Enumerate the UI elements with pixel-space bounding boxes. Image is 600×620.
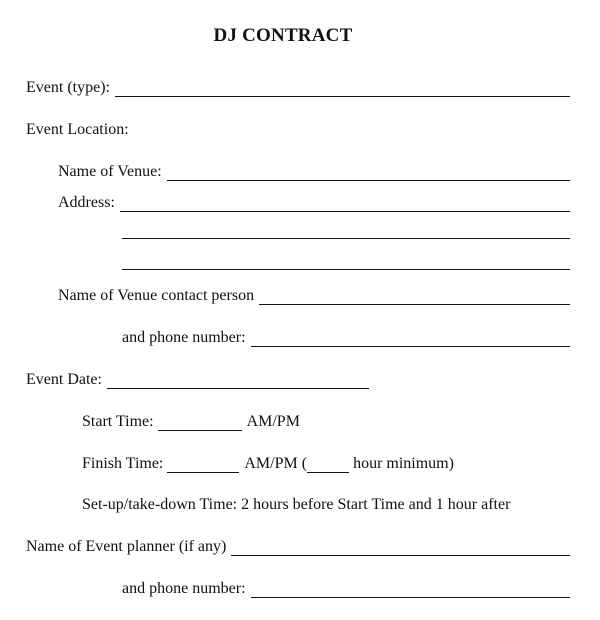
address-line-2-field[interactable] bbox=[122, 238, 570, 239]
minimum-hours-field[interactable] bbox=[307, 456, 349, 473]
minimum-hours-label: hour minimum) bbox=[353, 455, 454, 472]
venue-phone-row bbox=[122, 325, 570, 347]
venue-contact-field[interactable] bbox=[259, 288, 570, 305]
finish-time-field[interactable] bbox=[167, 456, 239, 473]
event-location-row bbox=[26, 117, 129, 139]
venue-name-label: Name of Venue: bbox=[58, 163, 162, 180]
event-date-label: Event Date: bbox=[26, 371, 102, 388]
venue-contact-row bbox=[58, 283, 570, 305]
address-line-3-field[interactable] bbox=[122, 269, 570, 270]
finish-time-row bbox=[82, 451, 454, 473]
event-date-row bbox=[26, 367, 369, 389]
finish-time-label: Finish Time: bbox=[82, 455, 164, 472]
setup-row bbox=[82, 492, 510, 514]
venue-contact-label: Name of Venue contact person bbox=[58, 287, 255, 304]
contract-title: DJ CONTRACT bbox=[213, 25, 353, 46]
venue-phone-label: and phone number: bbox=[122, 329, 246, 346]
start-time-ampm: AM/PM bbox=[246, 413, 300, 430]
start-time-row bbox=[82, 409, 300, 431]
address-row bbox=[58, 190, 570, 212]
planner-name-label: Name of Event planner (if any) bbox=[26, 538, 227, 555]
event-date-field[interactable] bbox=[107, 372, 369, 389]
planner-name-row bbox=[26, 534, 570, 556]
start-time-field[interactable] bbox=[158, 414, 242, 431]
start-time-label: Start Time: bbox=[82, 413, 154, 430]
venue-name-field[interactable] bbox=[167, 164, 570, 181]
event-type-row bbox=[26, 75, 570, 97]
planner-phone-row bbox=[122, 576, 570, 598]
venue-name-row bbox=[58, 159, 570, 181]
event-type-field[interactable] bbox=[115, 80, 570, 97]
address-line-1-field[interactable] bbox=[120, 195, 570, 212]
planner-phone-field[interactable] bbox=[251, 581, 570, 598]
finish-time-ampm: AM/PM ( bbox=[244, 455, 308, 472]
planner-phone-label: and phone number: bbox=[122, 580, 246, 597]
setup-text: Set-up/take-down Time: 2 hours before Start Time and 1 hour after bbox=[82, 496, 511, 513]
venue-phone-field[interactable] bbox=[251, 330, 570, 347]
event-type-label: Event (type): bbox=[26, 79, 110, 96]
event-location-label: Event Location: bbox=[26, 121, 129, 138]
address-label: Address: bbox=[58, 194, 115, 211]
planner-name-field[interactable] bbox=[231, 539, 570, 556]
